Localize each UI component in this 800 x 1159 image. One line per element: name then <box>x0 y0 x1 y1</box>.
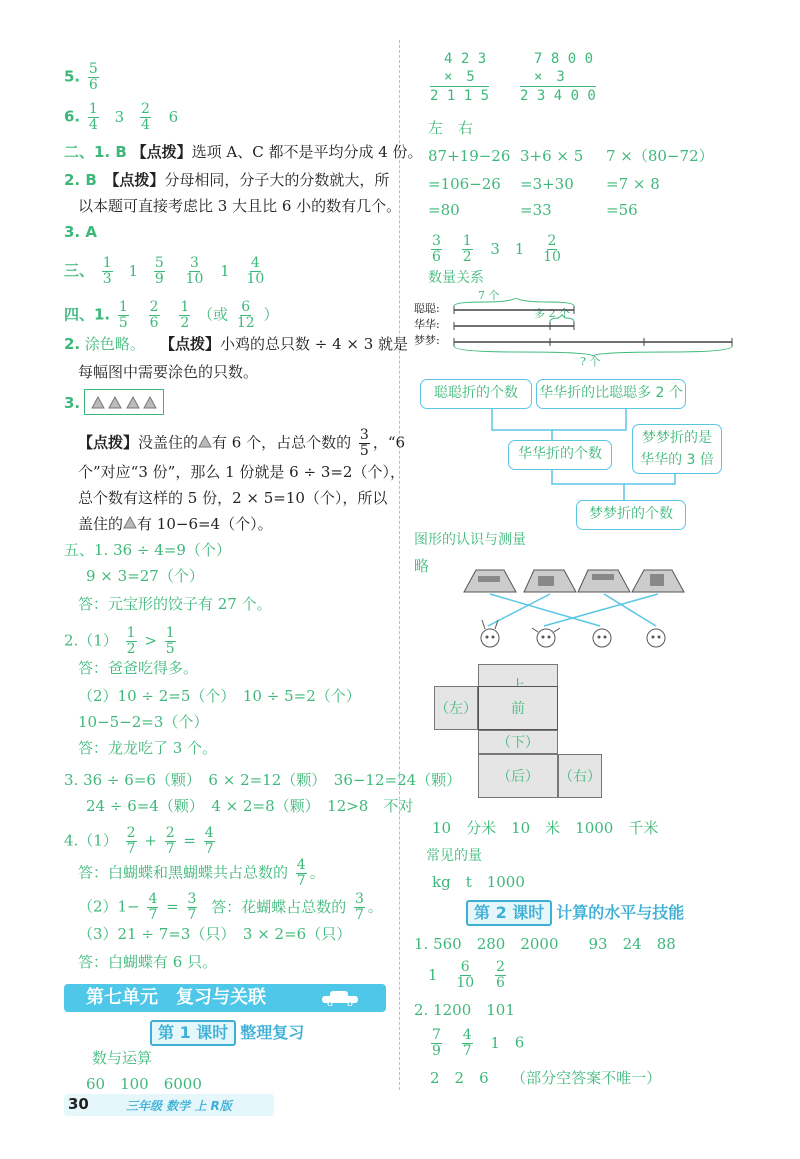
calc-answer-1b: 1 $\frac{6}{10}$ $\frac{2}{6}$ <box>428 959 505 991</box>
label-huahua: 华华: <box>414 318 440 331</box>
section5-l8: 答：龙龙吃了 3 个。 <box>78 739 218 757</box>
expr-6: =7 × 8 <box>606 175 660 193</box>
label-question: ? 个 <box>580 355 601 368</box>
section4-answer2: 2. 涂色略。 【点拨】小鸡的总只数 ÷ 4 × 3 就是 <box>64 335 409 353</box>
net-face-bottom: （下） <box>478 730 558 754</box>
triangle-icon <box>143 396 157 409</box>
triangle-answer-box <box>84 389 164 415</box>
units-answer: 10 分米 10 米 1000 千米 <box>432 819 659 837</box>
section5-l11: 4.（1） $\frac{2}{7}$ + $\frac{2}{7}$ = $\frac{4}{7}$ <box>64 825 214 857</box>
section3-answers: 三、 $\frac{1}{3}$ 1 $\frac{5}{9}$ $\frac{3}{10}$ 1 $\frac{4}{10}$ <box>64 255 265 287</box>
line-segment-diagram <box>440 298 740 358</box>
label-seven: 7 个 <box>478 289 500 302</box>
expr-9: =56 <box>606 201 638 219</box>
section4-answer3: 3. <box>64 394 81 412</box>
lue-answer: 略 <box>414 557 430 575</box>
calc-answer-2c: 2 2 6 （部分空答案不唯一） <box>430 1069 662 1087</box>
calc-vertical-2: 7 8 0 0 × 3 2 3 4 0 0 <box>520 51 596 104</box>
triangle-icon <box>126 396 140 409</box>
expr-4: =106−26 <box>428 175 501 193</box>
expr-5: =3+30 <box>520 175 574 193</box>
answer-6: 6. $\frac{1}{4}$ 3 $\frac{2}{4}$ 6 <box>64 101 179 133</box>
expr-2: 3+6 × 5 <box>520 147 584 165</box>
tip-line2: 个”对应“3 份”，那么 1 份就是 6 ÷ 3=2（个）， <box>78 463 405 481</box>
footer-text: 三年级 数学 上 R版 <box>126 1099 232 1113</box>
left-right-answer: 左 右 <box>428 119 474 137</box>
label-more: 多 2 个 <box>534 307 570 320</box>
calc-answer-1: 1. 560 280 2000 93 24 88 <box>414 935 676 953</box>
section5-l7: 10−5−2=3（个） <box>78 713 209 731</box>
tip-line4: 盖住的 有 10−6=4（个）。 <box>78 515 273 533</box>
section5-l9: 3. 36 ÷ 6=6（颗） 6 × 2=12（颗） 36−12=24（颗） <box>64 771 462 789</box>
kg-answer: kg t 1000 <box>432 873 525 891</box>
unit7-banner: 第七单元 复习与关联 <box>64 984 386 1012</box>
topic-numbers: 数与运算 <box>92 1049 153 1067</box>
triangle-icon <box>123 516 137 529</box>
triangle-icon <box>108 396 122 409</box>
calc-answer-2: 2. 1200 101 <box>414 1001 515 1019</box>
fraction: $\frac{2}{4}$ <box>140 101 150 133</box>
net-face-front: 前 <box>478 686 558 730</box>
tip-line1: 【点拨】没盖住的 有 6 个，占总个数的 $\frac{3}{5}$ ，“6 <box>78 427 406 459</box>
section2-answer3: 3. A <box>64 223 97 241</box>
section2-answer2: 2. B 【点拨】分母相同，分子大的分数就大，所 <box>64 171 390 189</box>
section5-l15: 答：白蝴蝶有 6 只。 <box>78 953 218 971</box>
flow-box-huahua: 华华折的个数 <box>508 440 612 470</box>
fraction-answers: $\frac{3}{6}$ $\frac{1}{2}$ 3 1 $\frac{2}{10}$ <box>432 233 561 265</box>
triangle-icon <box>91 396 105 409</box>
answer-5: 5. $\frac{5}{6}$ <box>64 61 98 93</box>
triangle-icon <box>198 435 212 448</box>
lesson1-title: 第 1 课时 整理复习 <box>150 1020 304 1044</box>
section5-l6: （2）10 ÷ 2=5（个） 10 ÷ 5=2（个） <box>78 687 361 705</box>
net-face-back: （后） <box>478 754 558 798</box>
net-face-right: （右） <box>558 754 602 798</box>
section5-l2: 9 × 3=27（个） <box>86 567 204 585</box>
section5-l1: 五、1. 36 ÷ 4=9（个） <box>64 541 231 559</box>
section5-l13: （2）1− $\frac{4}{7}$ = $\frac{3}{7}$ 答：花蝴蝶占总数的 $\frac{3}{7}$ 。 <box>78 891 383 923</box>
flow-box-huahua-more: 华华折的比聪聪多 2 个 <box>536 379 686 409</box>
label-cong: 聪聪: <box>414 302 440 315</box>
section2-answer2-cont: 以本题可直接考虑比 3 大且比 6 小的数有几个。 <box>78 197 402 215</box>
fraction: $\frac{5}{6}$ <box>88 61 98 93</box>
label-mengmeng: 梦梦: <box>414 334 440 347</box>
section5-l10: 24 ÷ 6=4（颗） 4 × 2=8（颗） 12>8 不对 <box>86 797 414 815</box>
section4-answer2-cont: 每幅图中需要涂色的只数。 <box>78 363 259 381</box>
section4-answer1: 四、1. $\frac{1}{5}$ $\frac{2}{6}$ $\frac{1}{2}$ （或 $\frac{6}{12}$ ） <box>64 299 279 331</box>
view-matching-diagram <box>460 566 690 656</box>
section2-answer1: 二、1. B 【点拨】选项 A、C 都不是平均分成 4 份。 <box>64 143 423 161</box>
section5-l14: （3）21 ÷ 7=3（只） 3 × 2=6（只） <box>78 925 352 943</box>
calc-vertical-1: 4 2 3 × 5 2 1 1 5 <box>430 51 490 104</box>
expr-7: =80 <box>428 201 460 219</box>
numbers-answer: 60 100 6000 <box>86 1075 202 1093</box>
page-number: 30 <box>68 1095 89 1113</box>
lesson2-title: 第 2 课时 计算的水平与技能 <box>466 900 684 924</box>
calc-answer-2b: $\frac{7}{9}$ $\frac{4}{7}$ 1 6 <box>432 1027 525 1059</box>
section5-l12: 答：白蝴蝶和黑蝴蝶共占总数的 $\frac{4}{7}$ 。 <box>78 857 325 889</box>
tip-line3: 总个数有这样的 5 份，2 × 5=10（个），所以 <box>78 489 388 507</box>
net-face-left: （左） <box>434 686 478 730</box>
expr-1: 87+19−26 <box>428 147 511 165</box>
footer-bar <box>64 1094 274 1116</box>
common-quantity-title: 常见的量 <box>426 848 482 864</box>
expr-8: =33 <box>520 201 552 219</box>
section5-l4: 2.（1） $\frac{1}{2}$ > $\frac{1}{5}$ <box>64 625 175 657</box>
shape-measure-title: 图形的认识与测量 <box>414 532 526 548</box>
quantity-relation-title: 数量关系 <box>428 270 484 286</box>
car-icon <box>320 990 364 1006</box>
section5-l5: 答：爸爸吃得多。 <box>78 659 199 677</box>
flow-box-congcong: 聪聪折的个数 <box>420 379 532 409</box>
flow-box-mengmeng-times: 梦梦折的是 华华的 3 倍 <box>632 424 722 474</box>
expr-3: 7 ×（80−72） <box>606 147 714 165</box>
fraction: $\frac{1}{4}$ <box>88 101 98 133</box>
flow-box-mengmeng: 梦梦折的个数 <box>576 500 686 530</box>
section5-l3: 答：元宝形的饺子有 27 个。 <box>78 595 272 613</box>
